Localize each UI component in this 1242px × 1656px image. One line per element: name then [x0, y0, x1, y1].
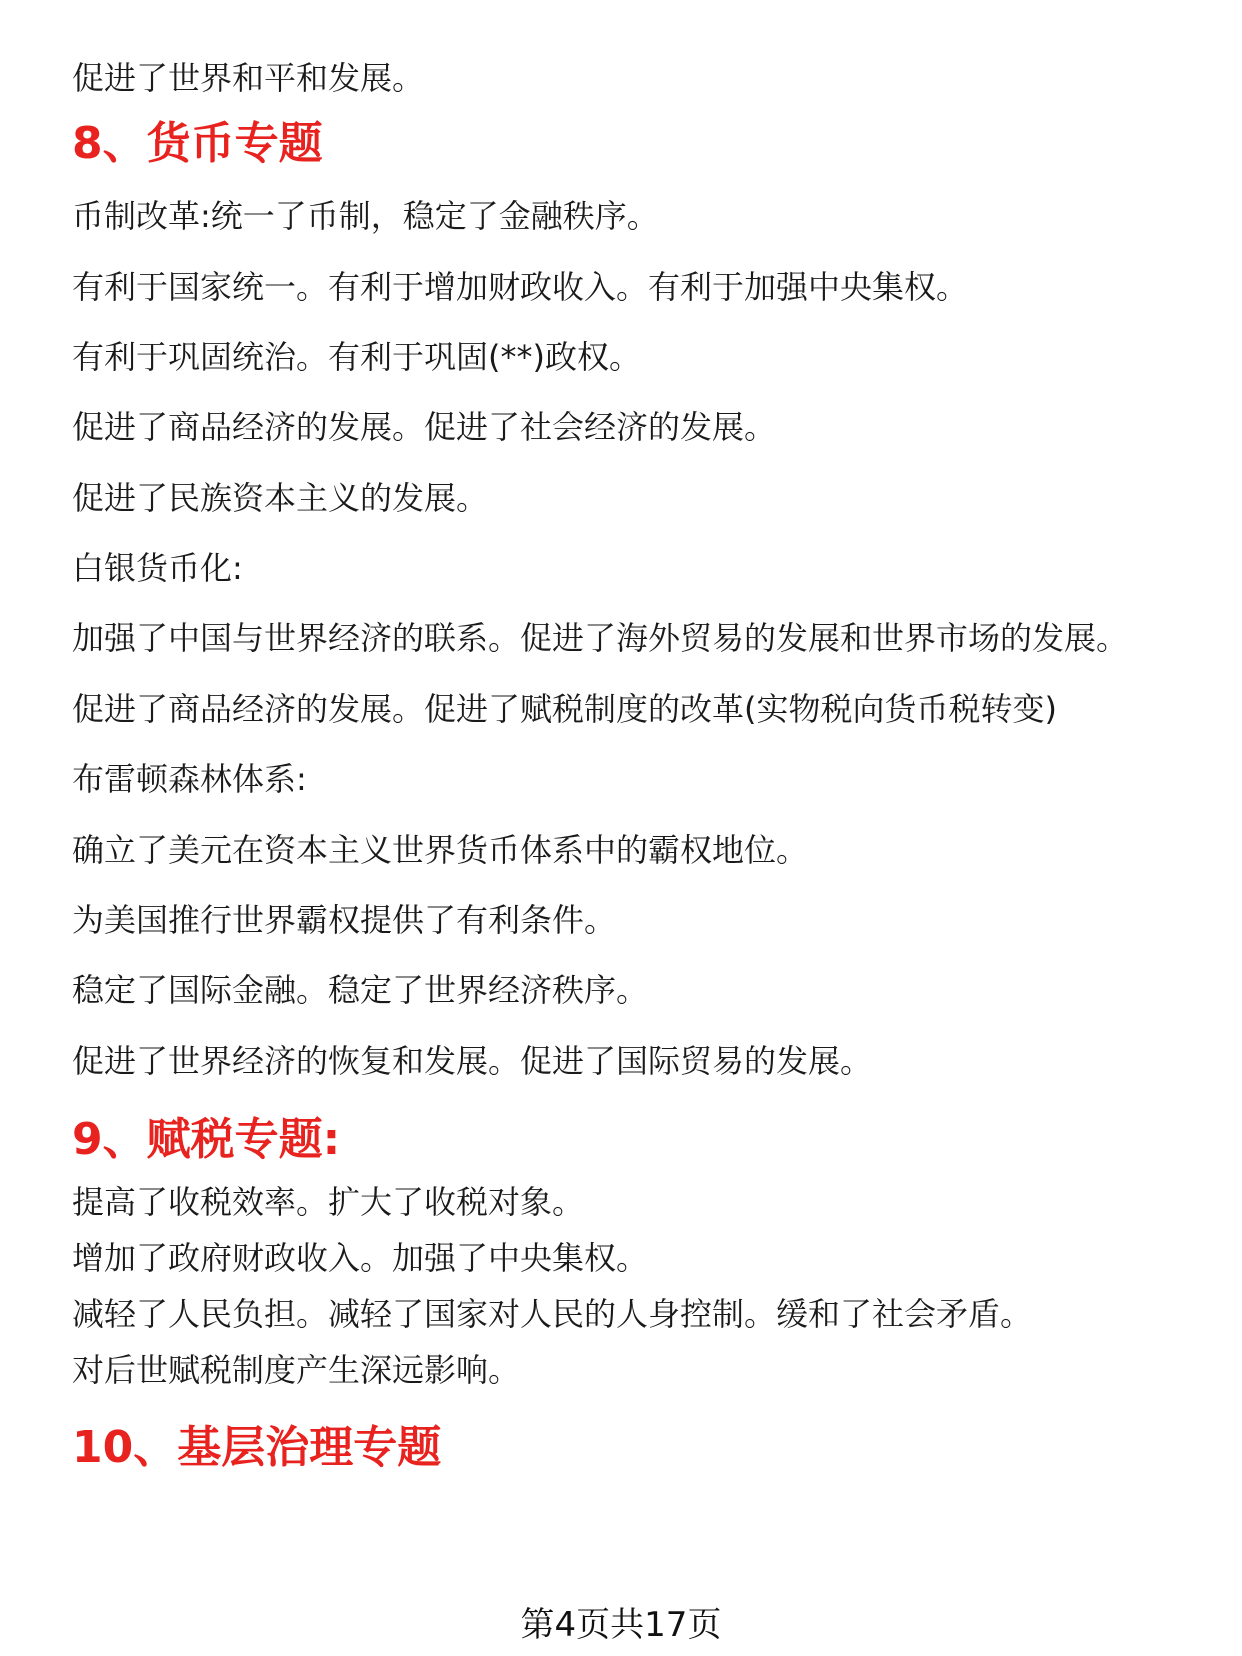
section-heading-taxation: 9、赋税专题:: [72, 1114, 341, 1165]
currency-line-8: 促进了商品经济的发展。促进了赋税制度的改革(实物税向货币税转变): [72, 690, 1057, 728]
section-heading-currency: 8、货币专题: [72, 118, 323, 169]
currency-line-4: 促进了商品经济的发展。促进了社会经济的发展。: [72, 408, 777, 446]
currency-line-1: 币制改革:统一了币制，稳定了金融秩序。: [72, 197, 659, 235]
taxation-line-4: 对后世赋税制度产生深远影响。: [72, 1351, 521, 1389]
currency-line-11: 为美国推行世界霸权提供了有利条件。: [72, 901, 617, 939]
currency-line-12: 稳定了国际金融。稳定了世界经济秩序。: [72, 971, 649, 1009]
taxation-line-3: 减轻了人民负担。减轻了国家对人民的人身控制。缓和了社会矛盾。: [72, 1295, 1033, 1333]
currency-line-3: 有利于巩固统治。有利于巩固(**)政权。: [72, 338, 641, 376]
page-number-footer: 第4页共17页: [520, 1605, 722, 1645]
section-heading-governance: 10、基层治理专题: [72, 1422, 442, 1473]
taxation-line-2: 增加了政府财政收入。加强了中央集权。: [72, 1239, 649, 1277]
currency-line-13: 促进了世界经济的恢复和发展。促进了国际贸易的发展。: [72, 1042, 873, 1080]
currency-line-5: 促进了民族资本主义的发展。: [72, 479, 489, 517]
currency-line-10: 确立了美元在资本主义世界货币体系中的霸权地位。: [72, 831, 809, 869]
currency-line-2: 有利于国家统一。有利于增加财政收入。有利于加强中央集权。: [72, 268, 969, 306]
currency-line-7: 加强了中国与世界经济的联系。促进了海外贸易的发展和世界市场的发展。: [72, 619, 1129, 657]
intro-line: 促进了世界和平和发展。: [72, 59, 425, 97]
currency-subheading-bretton-woods: 布雷顿森林体系:: [72, 760, 307, 798]
taxation-line-1: 提高了收税效率。扩大了收税对象。: [72, 1183, 585, 1221]
currency-subheading-silver: 白银货币化:: [72, 549, 243, 587]
